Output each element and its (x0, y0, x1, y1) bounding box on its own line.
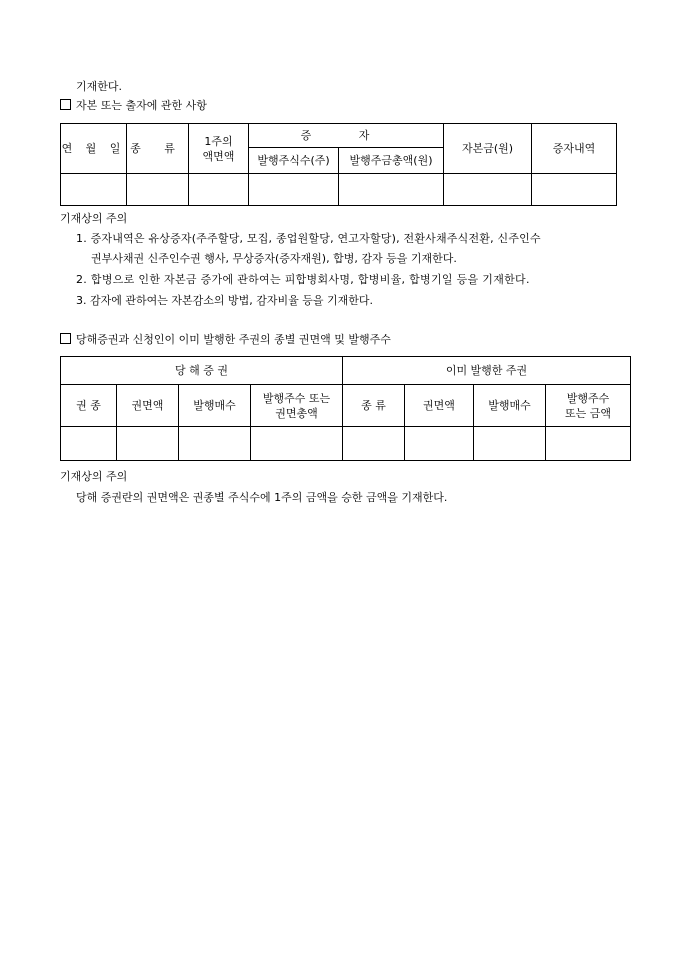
checkbox-icon (60, 99, 71, 110)
header-issued-count: 발행매수 (179, 385, 251, 427)
section1-note-2: 2. 합병으로 인한 자본금 증가에 관하여는 피합병회사명, 합병비율, 합병기일 등을 기재한다. (76, 273, 530, 286)
header-face-value-2: 권면액 (405, 385, 474, 427)
section2-title-text: 당해증권과 신청인이 이미 발행한 주권의 종별 권면액 및 발행주수 (76, 333, 391, 346)
header-issued-amount: 발행주금총액(원) (339, 148, 444, 174)
cell-kind[interactable] (61, 427, 117, 461)
cell-date[interactable] (61, 174, 127, 206)
cell-face-value-2[interactable] (405, 427, 474, 461)
header-increase-details: 증자내역 (532, 124, 617, 174)
header-kind-2: 종 류 (343, 385, 405, 427)
header-issued-count-2: 발행매수 (474, 385, 546, 427)
header-face-value: 권면액 (117, 385, 179, 427)
header-capital-increase: 증 자 (249, 124, 444, 148)
header-par-value: 1주의 액면액 (189, 124, 249, 174)
header-issued-shares: 발행주식수(주) (249, 148, 339, 174)
section2-note: 당해 증권란의 권면액은 권종별 주식수에 1주의 금액을 승한 금액을 기재한다. (76, 491, 448, 504)
header-shares-or-total: 발행주수 또는 권면총액 (251, 385, 343, 427)
capital-table (60, 123, 617, 206)
header-kind: 권 종 (61, 385, 117, 427)
header-shares-or-amount-2: 발행주수 또는 금액 (546, 385, 631, 427)
cell-shares-or-amount-2[interactable] (546, 427, 631, 461)
cell-type[interactable] (127, 174, 189, 206)
header-date: 연 월 일 (61, 124, 127, 174)
header-this-security: 당 해 증 권 (61, 357, 343, 385)
section1-notes-title: 기재상의 주의 (60, 212, 128, 225)
section1-title (60, 99, 207, 113)
checkbox-icon (60, 333, 71, 344)
section1-note-1-cont: 권부사채권 신주인수권 행사, 무상증자(증자재원), 합병, 감자 등을 기재한다. (91, 252, 457, 265)
header-already-issued: 이미 발행한 주권 (343, 357, 631, 385)
cell-capital[interactable] (444, 174, 532, 206)
header-capital: 자본금(원) (444, 124, 532, 174)
intro-line: 기재한다. (76, 80, 123, 93)
section1-note-3: 3. 감자에 관하여는 자본감소의 방법, 감자비율 등을 기재한다. (76, 294, 373, 307)
cell-issued-count[interactable] (179, 427, 251, 461)
header-type: 종 류 (127, 124, 189, 174)
cell-par-value[interactable] (189, 174, 249, 206)
cell-face-value[interactable] (117, 427, 179, 461)
share-issuance-table (60, 356, 631, 461)
section2-notes-title: 기재상의 주의 (60, 470, 128, 483)
section2-title (60, 333, 391, 347)
cell-issued-count-2[interactable] (474, 427, 546, 461)
cell-issued-shares[interactable] (249, 174, 339, 206)
section1-title-text: 자본 또는 출자에 관한 사항 (76, 99, 207, 112)
cell-shares-or-total[interactable] (251, 427, 343, 461)
cell-issued-amount[interactable] (339, 174, 444, 206)
cell-increase-details[interactable] (532, 174, 617, 206)
cell-kind-2[interactable] (343, 427, 405, 461)
section1-note-1: 1. 증자내역은 유상증자(주주할당, 모집, 종업원할당, 연고자할당), 전환사채주식전환, 신주인수 (76, 232, 541, 245)
